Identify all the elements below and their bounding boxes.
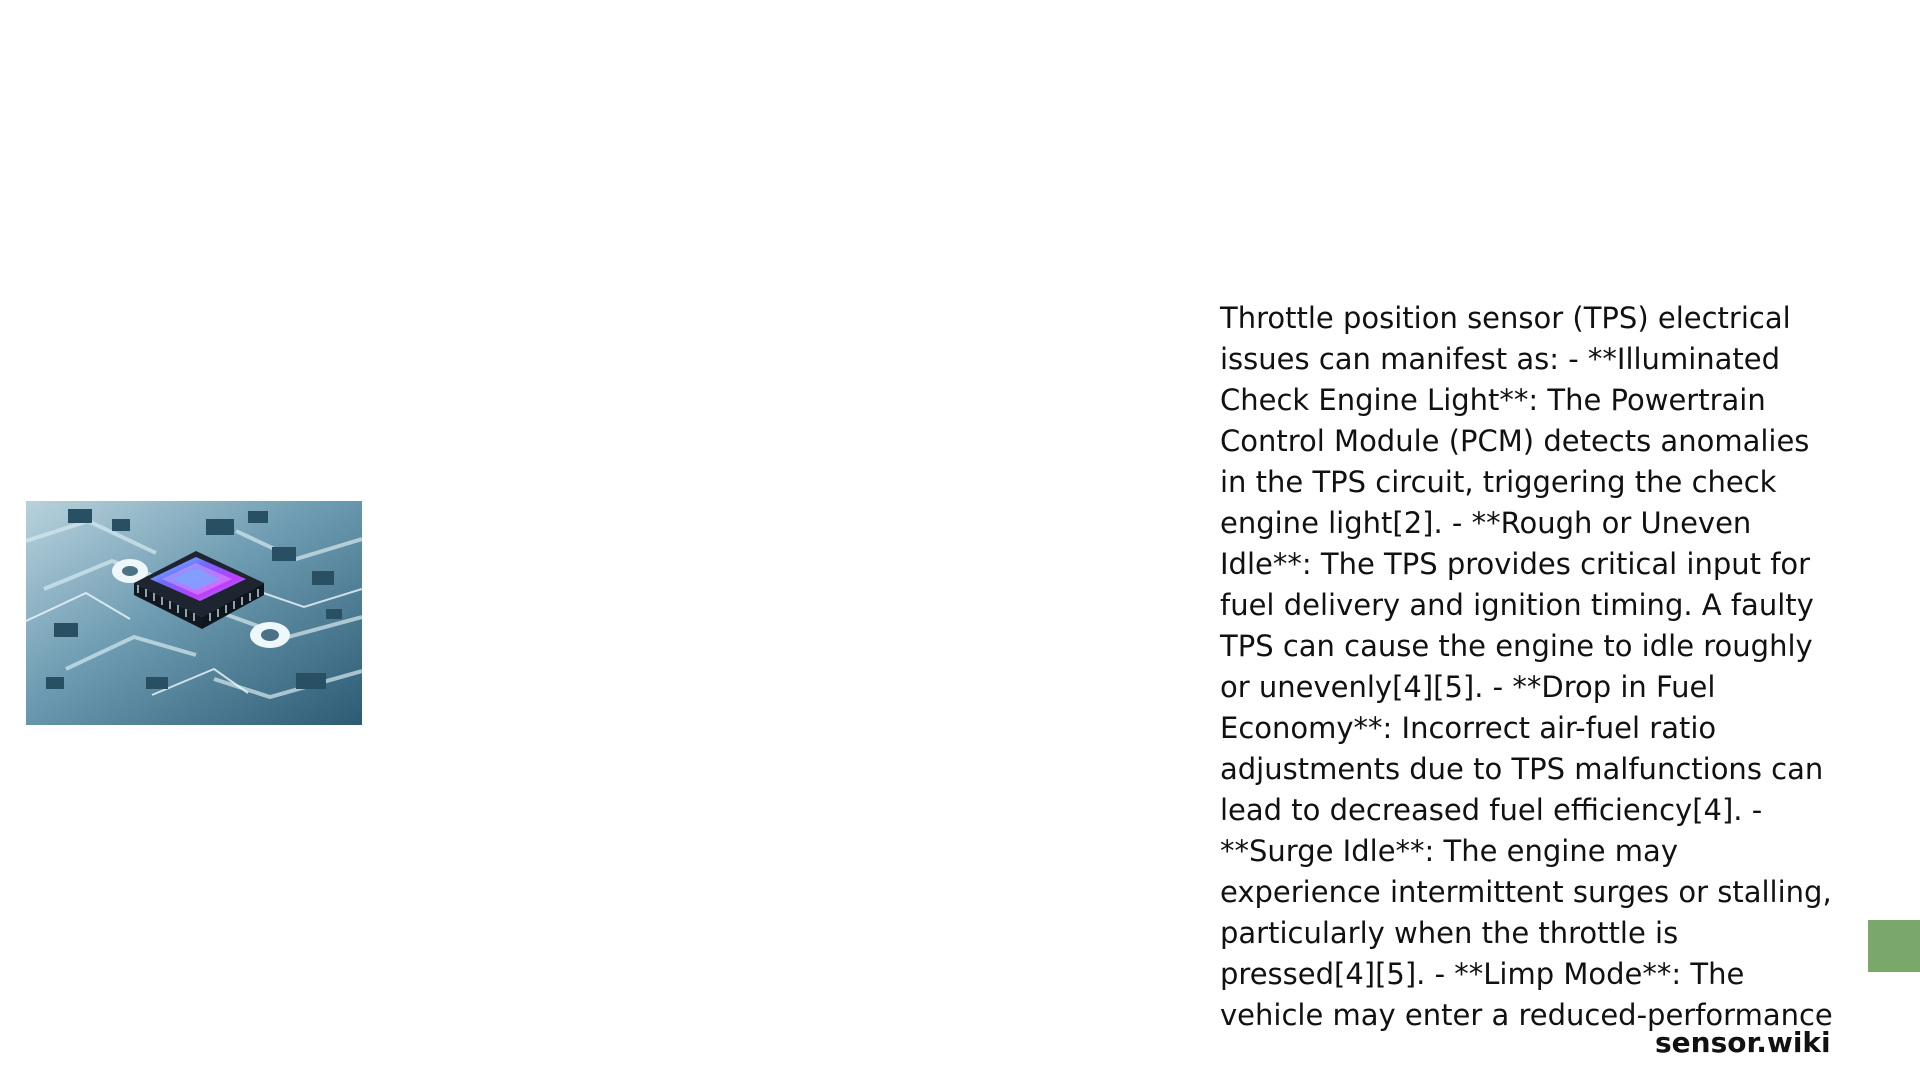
circuit-board-chip-image xyxy=(26,501,362,725)
brand-label: sensor.wiki xyxy=(1655,1026,1831,1059)
body-text: Throttle position sensor (TPS) electrical issues can manifest as: - **Illuminated Check Engine Light**: The Powertrain Control Module (PCM) detects anomalies in the TPS circuit, triggering the check engine light[2]. - **Rough or Uneven Idle**: The TPS provides critical input for fuel delivery and ignition timing. A faulty TPS can cause the engine to idle roughly or unevenly[4][5]. - **Drop in Fuel Economy**: Incorrect air-fuel ratio adjustments due to TPS malfunctions can lead to decreased fuel efficiency[4]. - **Surge Idle**: The engine may experience intermittent surges or stalling, particularly when the throttle is pressed[4][5]. - **Limp Mode**: The vehicle may enter a reduced-performance xyxy=(1220,301,1833,1032)
accent-square xyxy=(1868,920,1920,972)
